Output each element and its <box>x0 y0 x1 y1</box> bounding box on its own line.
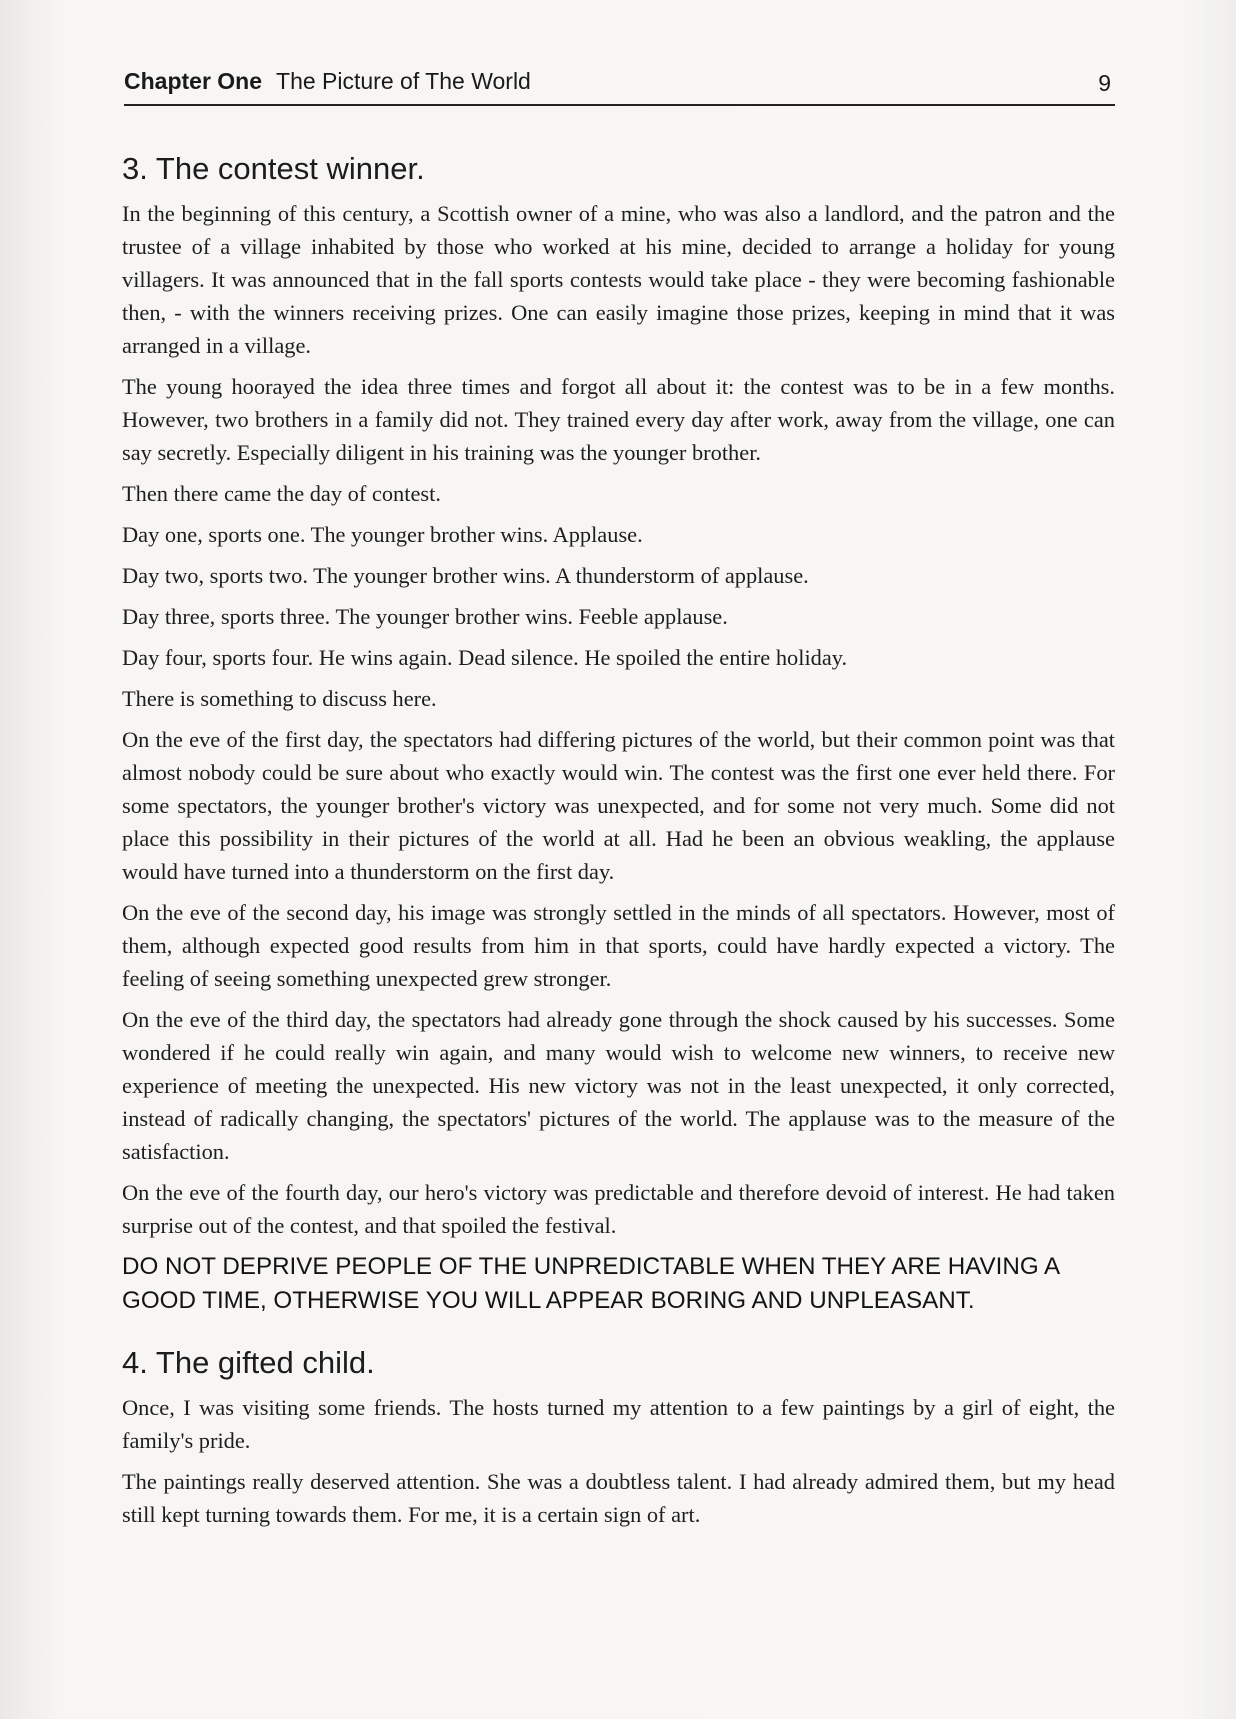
paragraph: Day four, sports four. He wins again. Dead silence. He spoiled the entire holiday. <box>122 645 848 671</box>
section-contest-winner <box>122 150 1115 1318</box>
paragraph: There is something to discuss here. <box>122 686 437 712</box>
section-heading: 3. The contest winner. <box>122 151 425 186</box>
chapter-title: The Picture of The World <box>276 68 531 94</box>
chapter-label: Chapter One <box>124 68 263 94</box>
section-heading: 4. The gifted child. <box>122 1345 375 1381</box>
section-gifted-child <box>122 1344 1115 1531</box>
paragraph: On the eve of the first day, the spectators had differing pictures of the world, but their common point was that almost nobody could be sure about who exactly would win. The contest was the first one ever held there. For some spectators, the younger brother's victory was unexpected, and for some not very much. Some did not place this possibility in their pictures of the world at all. Had he been an obvious weakling, the applause would have turned into a thunderstorm on the first day. <box>122 727 1115 885</box>
paragraph: On the eve of the second day, his image was strongly settled in the minds of all spectators. However, most of them, although expected good results from him in that sports, could have hardly expected a victory. The feeling of seeing something unexpected grew stronger. <box>122 900 1115 992</box>
paragraph: On the eve of the fourth day, our hero's victory was predictable and therefore devoid of interest. He had taken surprise out of the contest, and that spoiled the festival. <box>122 1180 1115 1239</box>
page-number: 9 <box>1098 70 1111 96</box>
paragraph: On the eve of the third day, the spectators had already gone through the shock caused by his successes. Some wondered if he could really win again, and many would wish to welcome new winners, to receive new experience of meeting the unexpected. His new victory was not in the least unexpected, it only corrected, instead of radically changing, the spectators' pictures of the world. The applause was to the measure of the satisfaction. <box>122 1007 1115 1165</box>
paragraph: The young hoorayed the idea three times and forgot all about it: the contest was to be in a few months. However, two brothers in a family did not. They trained every day after work, away from the village, one can say secretly. Especially diligent in his training was the younger brother. <box>122 374 1115 466</box>
running-header <box>124 66 1115 106</box>
header-left <box>124 68 531 95</box>
paragraph: In the beginning of this century, a Scottish owner of a mine, who was also a landlord, and the patron and the trustee of a village inhabited by those who worked at his mine, decided to arrange a holiday for young villagers. It was announced that in the fall sports contests would take place - they were becoming fashionable then, - with the winners receiving prizes. One can easily imagine those prizes, keeping in mind that it was arranged in a village. <box>122 201 1115 359</box>
maxim-callout: DO NOT DEPRIVE PEOPLE OF THE UNPREDICTABLE WHEN THEY ARE HAVING A GOOD TIME, OTHERWISE YOU WILL APPEAR BORING AND UNPLEASANT. <box>122 1253 1059 1315</box>
paragraph: The paintings really deserved attention. She was a doubtless talent. I had already admired them, but my head still kept turning towards them. For me, it is a certain sign of art. <box>122 1469 1115 1528</box>
paragraph: Day two, sports two. The younger brother wins. A thunderstorm of applause. <box>122 563 809 589</box>
paragraph: Once, I was visiting some friends. The hosts turned my attention to a few paintings by a girl of eight, the family's pride. <box>122 1395 1115 1454</box>
page-body <box>122 150 1115 1539</box>
paragraph: Then there came the day of contest. <box>122 481 441 507</box>
paragraph: Day one, sports one. The younger brother wins. Applause. <box>122 522 643 548</box>
paragraph: Day three, sports three. The younger brother wins. Feeble applause. <box>122 604 728 630</box>
